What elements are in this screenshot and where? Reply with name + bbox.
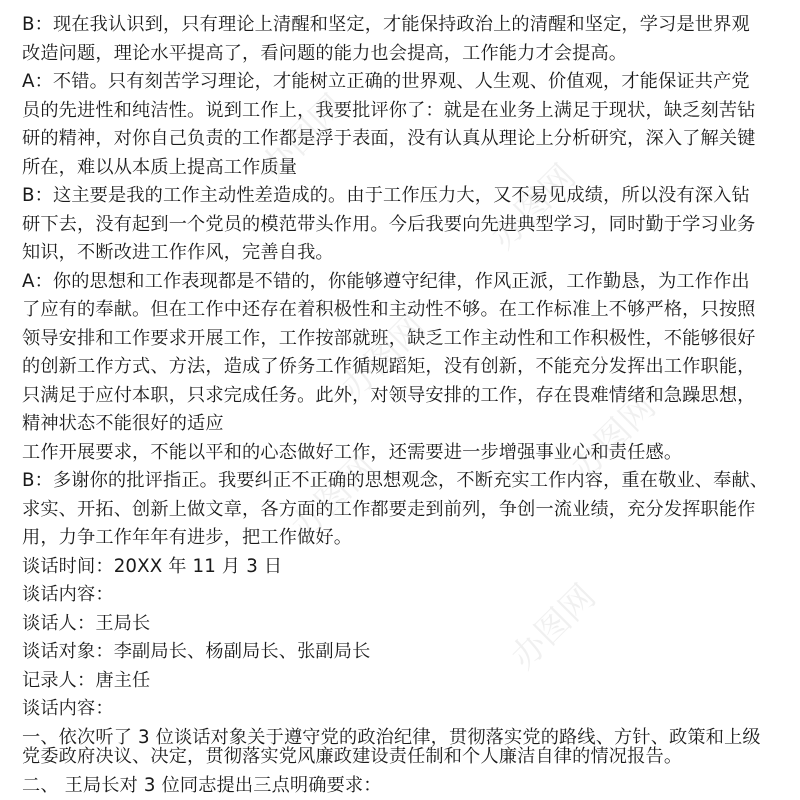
text-line: 员的先进性和纯洁性。说到工作上，我要批评你了：就是在业务上满足于现状，缺乏刻苦钻	[22, 99, 756, 121]
watermark: 办图网	[283, 446, 384, 548]
text-line: 谈话内容：	[22, 584, 114, 605]
text-line: 领导安排和工作要求开展工作，工作按部就班，缺乏工作主动性和工作积极性，不能够很好	[22, 327, 756, 349]
text-line: A：你的思想和工作表现都是不错的，你能够遵守纪律，作风正派，工作勤恳，为工作作出	[22, 270, 750, 292]
watermark: 办图网	[563, 386, 664, 488]
text-line: 党委政府决议、决定，贯彻落实党风廉政建设责任制和个人廉洁自律的情况报告。	[22, 746, 683, 767]
text-line: 求实、开拓、创新上做文章，各方面的工作都要走到前列，争创一流业绩，充分发挥职能作	[22, 498, 756, 520]
text-line: 只满足于应付本职，只求完成任务。此外，对领导安排的工作，存在畏难情绪和急躁思想，	[22, 384, 756, 406]
text-line: 知识，不断改进工作作风，完善自我。	[22, 242, 334, 263]
text-line: 研的精神，对你自己负责的工作都是浮于表面，没有认真从理论上分析研究，深入了解关键	[22, 128, 756, 149]
text-line: 工作开展要求，不能以平和的心态做好工作，还需要进一步增强事业心和责任感。	[22, 441, 683, 463]
watermark: 办图网	[503, 576, 604, 678]
text-line: 用，力争工作年年有进步，把工作做好。	[22, 527, 353, 548]
text-line: B：现在我认识到，只有理论上清醒和坚定，才能保持政治上的清醒和坚定，学习是世界观	[22, 14, 750, 35]
text-line: 改造问题，理论水平提高了，看问题的能力也会提高，工作能力才会提高。	[22, 42, 628, 64]
text-line: 所在，难以从本质上提高工作质量	[22, 156, 298, 178]
text-line: A：不错。只有刻苦学习理论，才能树立正确的世界观、人生观、价值观，才能保证共产党	[22, 71, 750, 92]
text-line: B：这主要是我的工作主动性差造成的。由于工作压力大，又不易见成绩，所以没有深入钻	[22, 185, 750, 206]
text-line: 谈话内容：	[22, 698, 114, 719]
text-line: 了应有的奉献。但在工作中还存在着积极性和主动性不够。在工作标准上不够严格，只按照	[22, 299, 756, 320]
text-line: 的创新工作方式、方法，造成了侨务工作循规蹈矩，没有创新，不能充分发挥出工作职能，	[22, 356, 756, 377]
text-line: 精神状态不能很好的适应	[22, 413, 224, 434]
text-line: B：多谢你的批评指正。我要纠正不正确的思想观念，不断充实工作内容，重在敬业、奉献、	[22, 470, 769, 491]
watermark: 办图网	[333, 306, 434, 408]
text-line: 一、依次听了 3 位谈话对象关于遵守党的政治纪律，贯彻落实党的路线、方针、政策和上级	[22, 726, 761, 748]
text-line: 研下去，没有起到一个党员的模范带头作用。今后我要向先进典型学习，同时勤于学习业务	[22, 213, 756, 235]
text-line: 谈话人：王局长	[22, 612, 151, 634]
watermark: 办图网	[483, 156, 584, 258]
text-line: 记录人：唐主任	[22, 669, 151, 691]
text-line: 谈话对象：李副局长、杨副局长、张副局长	[22, 641, 371, 662]
text-line: 谈话时间：20XX 年 11 月 3 日	[22, 555, 283, 577]
watermark: 办图网	[253, 86, 354, 188]
text-line: 二、 王局长对 3 位同志提出三点明确要求：	[22, 775, 382, 796]
